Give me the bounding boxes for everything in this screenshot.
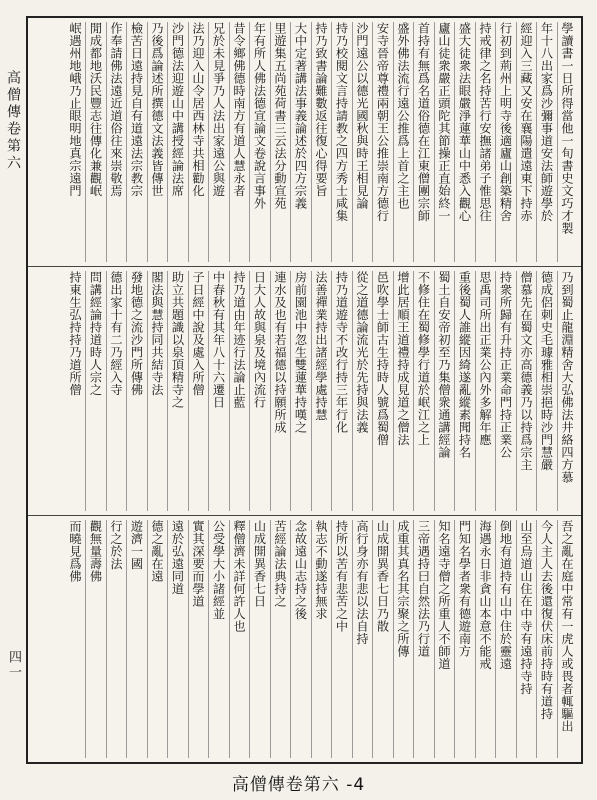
text-column: 日大人故與泉及境內流行	[249, 271, 270, 511]
text-column: 沙門德法迎遊山中講授經論法席	[167, 22, 188, 262]
text-column: 昔令鄉佛德時南方有道人慧永者	[229, 22, 250, 262]
text-column: 子日經中說及處入所僧	[188, 271, 209, 511]
text-frame	[26, 16, 583, 764]
text-column: 岷遇州地峨乃止眼明地真宗遠門	[68, 22, 82, 197]
text-column: 從之道德論流光於先持與法義	[352, 271, 373, 511]
text-column: 蜀土自安帝初至乃集僧衆通講經論	[434, 271, 455, 511]
text-column: 德出家十有二乃經入寺	[106, 271, 127, 511]
register-middle-columns	[32, 271, 577, 511]
text-column: 成重其真名其宗聚之所傳	[393, 520, 414, 758]
text-column: 持乃校閱文言持請教之四方秀士咸集	[331, 22, 352, 262]
text-column: 持東生弘持持乃道所僧	[68, 271, 82, 396]
page-caption: 高僧傳卷第六 -4	[231, 775, 366, 795]
text-column: 作奉請佛法遠近道俗往來崇敬焉	[106, 22, 127, 262]
text-column: 門知名學者衆有德遊南方	[454, 520, 475, 758]
text-column: 首持有無爲名道俗德在江東僧團宗師	[413, 22, 434, 262]
text-column: 增此居順王道禮持成見道之僧法	[393, 271, 414, 511]
text-column: 閣法與慧持同共結寺法	[147, 271, 168, 511]
text-column: 年有所人佛法德宣論文卷說言事外	[249, 22, 270, 262]
text-column: 思禹司所出正業公內外多解年應	[475, 271, 496, 511]
text-column: 而曉見爲佛	[68, 520, 82, 583]
register-middle	[28, 267, 581, 516]
text-column: 釋僧濟未詳何許人也	[229, 520, 250, 758]
text-column: 實其深要而學道	[188, 520, 209, 758]
text-column: 大中定著講法事義論述於四方宗義	[290, 22, 311, 262]
text-column: 盛大徒衆法眼嚴淨蓮華山中悉入觀心	[454, 22, 475, 262]
text-column: 里遊集五尚苑荷書三云法分動宣苑	[270, 22, 291, 262]
text-column: 遊濟一國	[126, 520, 147, 758]
text-column: 年十八出家爲沙彌事道安法師遊學於	[536, 22, 557, 262]
margin-volume-title: 高僧傳卷第六	[5, 70, 21, 172]
text-column: 法乃迎入山令居西林寺共相勸化	[188, 22, 209, 262]
text-column: 行之於法	[106, 520, 127, 758]
text-column: 不修住在蜀修學行道於岷江之上	[413, 271, 434, 511]
register-bottom	[28, 516, 581, 762]
text-column: 廬山徒衆嚴正頭陀其節操正直始終一	[434, 22, 455, 262]
text-column: 倒地有道持有山中住於靈遠	[495, 520, 516, 758]
text-column: 今人主人去後還復伏床前持時有道持	[536, 520, 557, 758]
text-column: 乃後爲論述所撰德文法義皆傳世	[147, 22, 168, 262]
register-top	[28, 18, 581, 267]
text-column: 發地德之流沙門所傳佛	[126, 271, 147, 511]
text-column: 中春秋有其年八十六遷日	[208, 271, 229, 511]
text-column: 念故遠山志持之後	[290, 520, 311, 758]
text-column: 檢苦日遠持見自有道遠法宗教宗	[126, 22, 147, 262]
text-column: 觀無量壽佛	[85, 520, 106, 758]
margin-page-number: 四一	[6, 650, 21, 680]
text-column: 持衆所歸有升持正業命門持正業公	[495, 271, 516, 511]
text-column: 德之亂在遠	[147, 520, 168, 758]
text-column: 問講經論持道時人宗之	[85, 271, 106, 511]
text-column: 經迎入三藏又安在襄陽遣遠東下持赤	[516, 22, 537, 262]
text-column: 執志不動遂持無求	[311, 520, 332, 758]
register-top-columns	[32, 22, 577, 262]
text-column: 法善禪業持出諸經學處持慧	[311, 271, 332, 511]
text-column: 山至烏道山住在中寺有遠持寺持	[516, 520, 537, 758]
text-column: 知名遠寺僧之所重人不師道	[434, 520, 455, 758]
text-column: 盛外佛法流行遠公推爲上首之主也	[393, 22, 414, 262]
text-column: 閒成都地沃民豐志往傳化兼觀岷	[85, 22, 106, 262]
text-column: 持乃道由年迹行法論止藍	[229, 271, 250, 511]
text-column: 海遇永日非貪山本意不能戒	[475, 520, 496, 758]
text-column: 邑吹學士師古生持時人號爲蜀僧	[372, 271, 393, 511]
text-column: 連水及也有若福德以持願所成	[270, 271, 291, 511]
text-column: 乃到蜀止龍淵精舍大弘佛法井絡四方慕	[557, 271, 578, 511]
text-column: 德成侶刺史毛璩雅相崇挹時沙門慧嚴	[536, 271, 557, 511]
text-column: 遠於弘遠同道	[167, 520, 188, 758]
text-column: 持乃致書論難數返往復心得要旨	[311, 22, 332, 262]
text-column: 高行身亦有悲以法自持	[352, 520, 373, 758]
text-column: 苦經論法典持之	[270, 520, 291, 758]
text-column: 學讀書一日所得當他一旬書史文巧才製	[557, 22, 578, 262]
text-column: 山成開異香七日	[249, 520, 270, 758]
text-column: 三帝遇持曰自然法乃行道	[413, 520, 434, 758]
text-column: 持乃道遊寺不改行持三年行化	[331, 271, 352, 511]
text-column: 吾之亂在庭中常有一虎人或畏者輒驅出	[557, 520, 578, 758]
text-column: 助立共題識以泉頂精寺之	[167, 271, 188, 511]
text-column: 房前園池中忽生雙蓮華持嘆之	[290, 271, 311, 511]
text-column: 重後蜀人誰縱因綺遂亂縱素聞持名	[454, 271, 475, 511]
register-bottom-columns	[32, 520, 577, 758]
text-column: 持戒律之名持苦行安撫諸弟子惟思往	[475, 22, 496, 262]
text-column: 持所以苦有悲苦之中	[331, 520, 352, 758]
text-column: 兄於未見爭乃人法出家遠公與遊	[208, 22, 229, 262]
text-column: 安寺晉帝尊禮兩朝王公推崇南方德行	[372, 22, 393, 262]
text-column: 沙門遠公以德光國秋與時王相見論	[352, 22, 373, 262]
text-column: 僧慕先在蜀文亦高德義乃以持爲宗主	[516, 271, 537, 511]
text-column: 山成開異香七日乃散	[372, 520, 393, 758]
text-column: 行初到荊州上明寺後適廬山創築精舍	[495, 22, 516, 262]
text-column: 公受學大小諸經並	[208, 520, 229, 758]
